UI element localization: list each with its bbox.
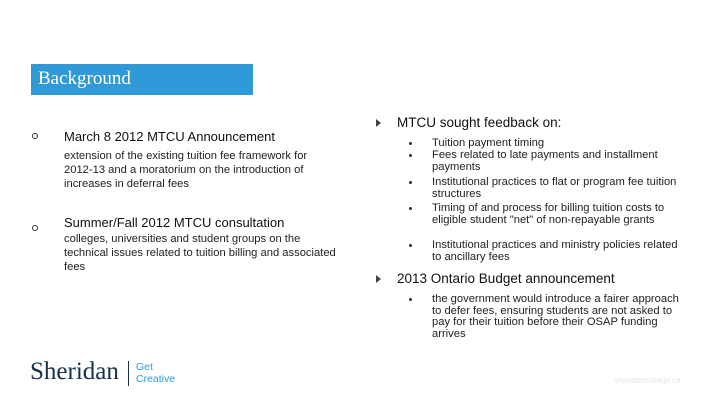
dot-bullet-icon	[409, 207, 412, 210]
right-bullet-text: Timing of and process for billing tuition costs to eligible student "net" of non-repayable grants	[432, 202, 665, 226]
triangle-bullet-icon	[376, 119, 381, 127]
title-bar	[31, 64, 253, 95]
dot-bullet-icon	[409, 154, 412, 157]
dot-bullet-icon	[409, 142, 412, 145]
left-item-body: extension of the existing tuition fee framework for 2012-13 and a moratorium on the introduction of increases in deferral fees	[64, 150, 308, 190]
circle-bullet-icon	[32, 133, 38, 139]
logo-tagline	[136, 361, 175, 385]
right-section-heading: MTCU sought feedback on:	[397, 115, 562, 130]
right-bullet-text: Institutional practices to flat or program fee tuition structures	[432, 176, 677, 200]
logo-divider	[128, 361, 129, 386]
dot-bullet-icon	[409, 181, 412, 184]
logo-tagline-line-2: Creative	[136, 373, 176, 385]
left-item-heading: Summer/Fall 2012 MTCU consultation	[64, 215, 285, 230]
slide-title: Background	[38, 68, 131, 89]
right-bullet-text: Institutional practices and ministry policies related to ancillary fees	[432, 239, 678, 263]
right-bullet-text: the government would introduce a fairer approach to defer fees, ensuring students are not asked to pay for their tuition before their OSAP funding arrives	[432, 293, 679, 340]
dot-bullet-icon	[409, 298, 412, 301]
triangle-bullet-icon	[376, 275, 381, 283]
dot-bullet-icon	[409, 244, 412, 247]
circle-bullet-icon	[32, 225, 38, 231]
right-bullet-text: Tuition payment timing	[432, 137, 545, 149]
sheridan-logo: Sheridan	[30, 358, 119, 385]
right-bullet-text: Fees related to late payments and installment payments	[432, 149, 658, 173]
logo-tagline-line-1: Get	[136, 361, 153, 373]
right-section-heading: 2013 Ontario Budget announcement	[397, 271, 615, 286]
site-url: sheridancollege.ca	[614, 376, 681, 385]
left-item-body: colleges, universities and student groups on the technical issues related to tuition billing and associated fees	[64, 233, 336, 273]
left-item-heading: March 8 2012 MTCU Announcement	[64, 129, 275, 144]
